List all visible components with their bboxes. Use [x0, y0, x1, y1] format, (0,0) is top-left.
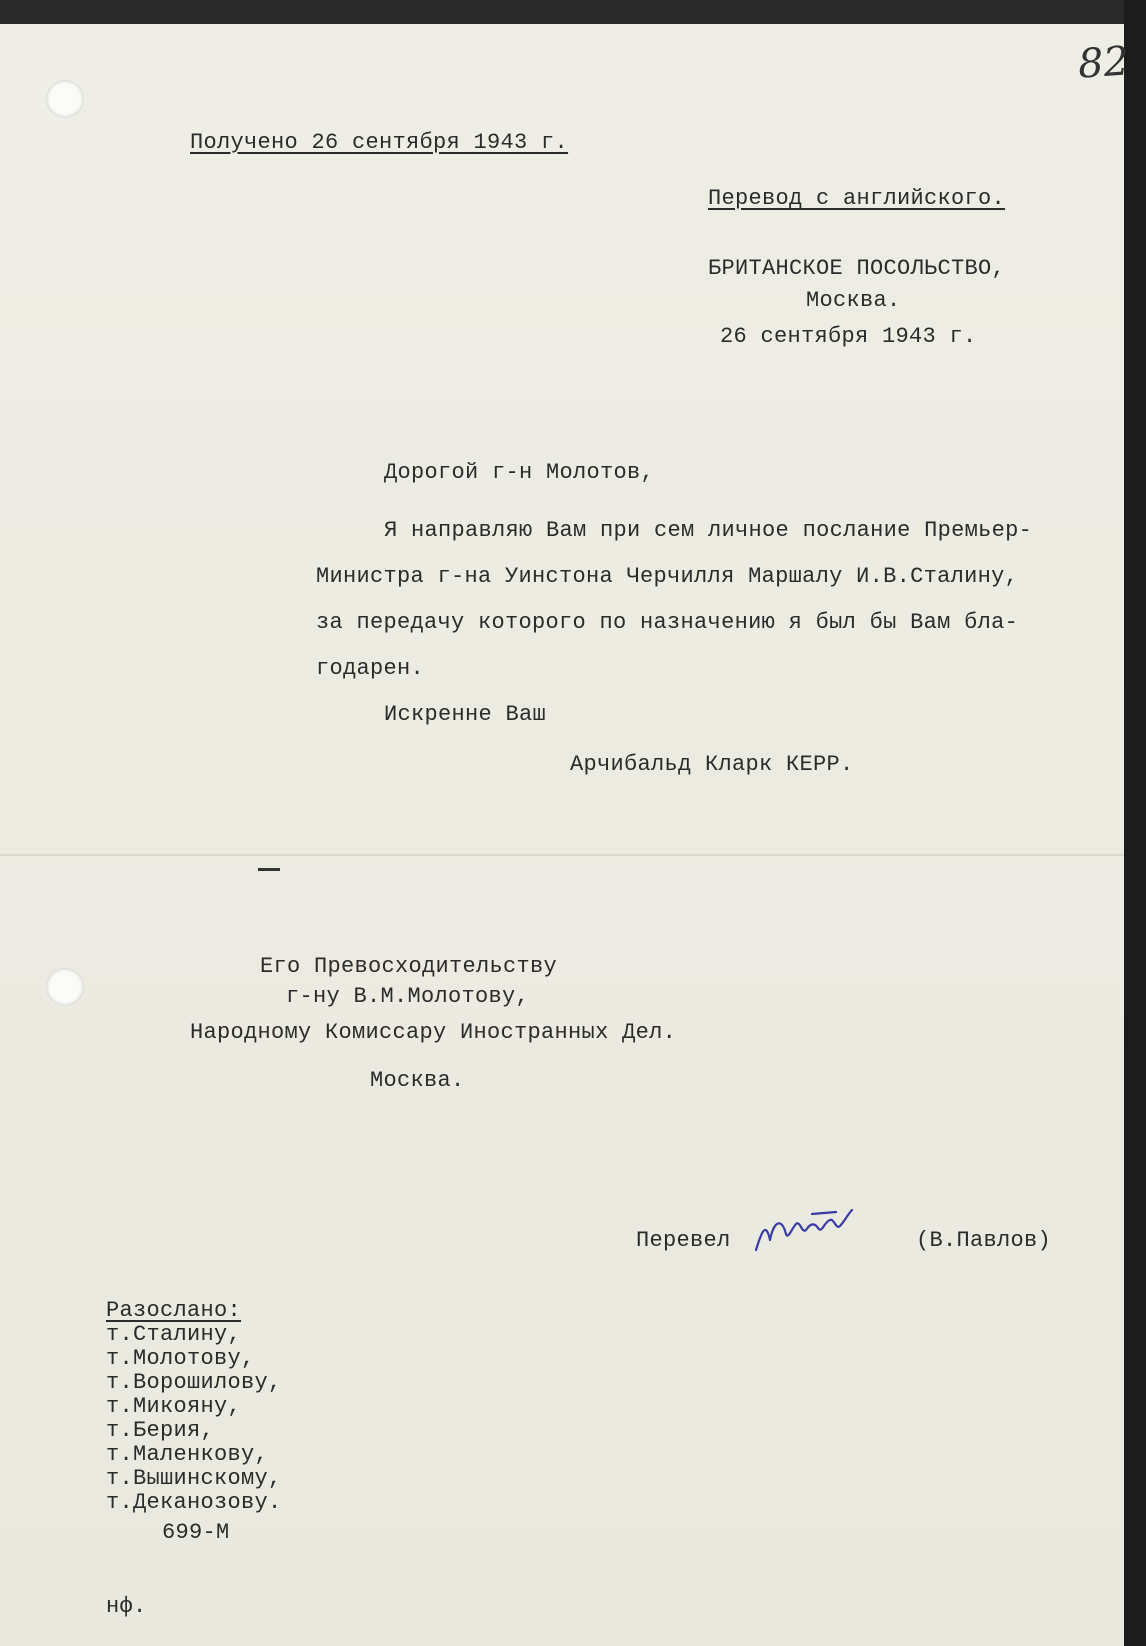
recipient-4: т.Микояну,: [106, 1394, 242, 1419]
closing: Искренне Ваш: [384, 702, 547, 727]
signatory: Арчибальд Кларк КЕРР.: [570, 752, 854, 777]
body-line-4: годарен.: [316, 656, 425, 681]
translator-label: Перевел: [636, 1228, 731, 1253]
recipient-6: т.Маленкову,: [106, 1442, 269, 1467]
body-line-1: Я направляю Вам при сем личное послание Премьер-: [384, 518, 1033, 543]
separator-mark: [258, 868, 280, 871]
recipient-8: т.Деканозову.: [106, 1490, 282, 1515]
body-line-3: за передачу которого по назначению я был бы Вам бла-: [316, 610, 1019, 635]
translator-signature: [752, 1200, 872, 1260]
folio-number: 82: [1076, 38, 1131, 88]
recipient-5: т.Берия,: [106, 1418, 215, 1443]
addressee-line-2: г-ну В.М.Молотову,: [286, 984, 530, 1009]
paper-fold-line: [0, 854, 1124, 856]
body-line-2: Министра г-на Уинстона Черчилля Маршалу И.В.Сталину,: [316, 564, 1019, 589]
received-stamp-line: Получено 26 сентября 1943 г.: [190, 130, 569, 155]
embassy-city: Москва.: [806, 288, 901, 313]
distribution-label: Разослано:: [106, 1298, 242, 1323]
recipient-3: т.Ворошилову,: [106, 1370, 282, 1395]
salutation: Дорогой г-н Молотов,: [384, 460, 655, 485]
recipient-7: т.Вышинскому,: [106, 1466, 282, 1491]
embassy-name: БРИТАНСКОЕ ПОСОЛЬСТВО,: [708, 256, 1006, 281]
addressee-line-4: Москва.: [370, 1068, 465, 1093]
addressee-line-3: Народному Комиссару Иностранных Дел.: [190, 1020, 677, 1045]
punch-hole-top: [46, 80, 84, 118]
translation-note: Перевод с английского.: [708, 186, 1006, 211]
recipient-2: т.Молотову,: [106, 1346, 255, 1371]
scan-edge: [1124, 0, 1146, 1646]
addressee-line-1: Его Превосходительству: [260, 954, 558, 979]
recipient-1: т.Сталину,: [106, 1322, 242, 1347]
translator-name: (В.Павлов): [916, 1228, 1052, 1253]
typist-initials: нф.: [106, 1594, 147, 1619]
document-number: 699-М: [162, 1520, 230, 1545]
embassy-date: 26 сентября 1943 г.: [720, 324, 977, 349]
punch-hole-bottom: [46, 968, 84, 1006]
